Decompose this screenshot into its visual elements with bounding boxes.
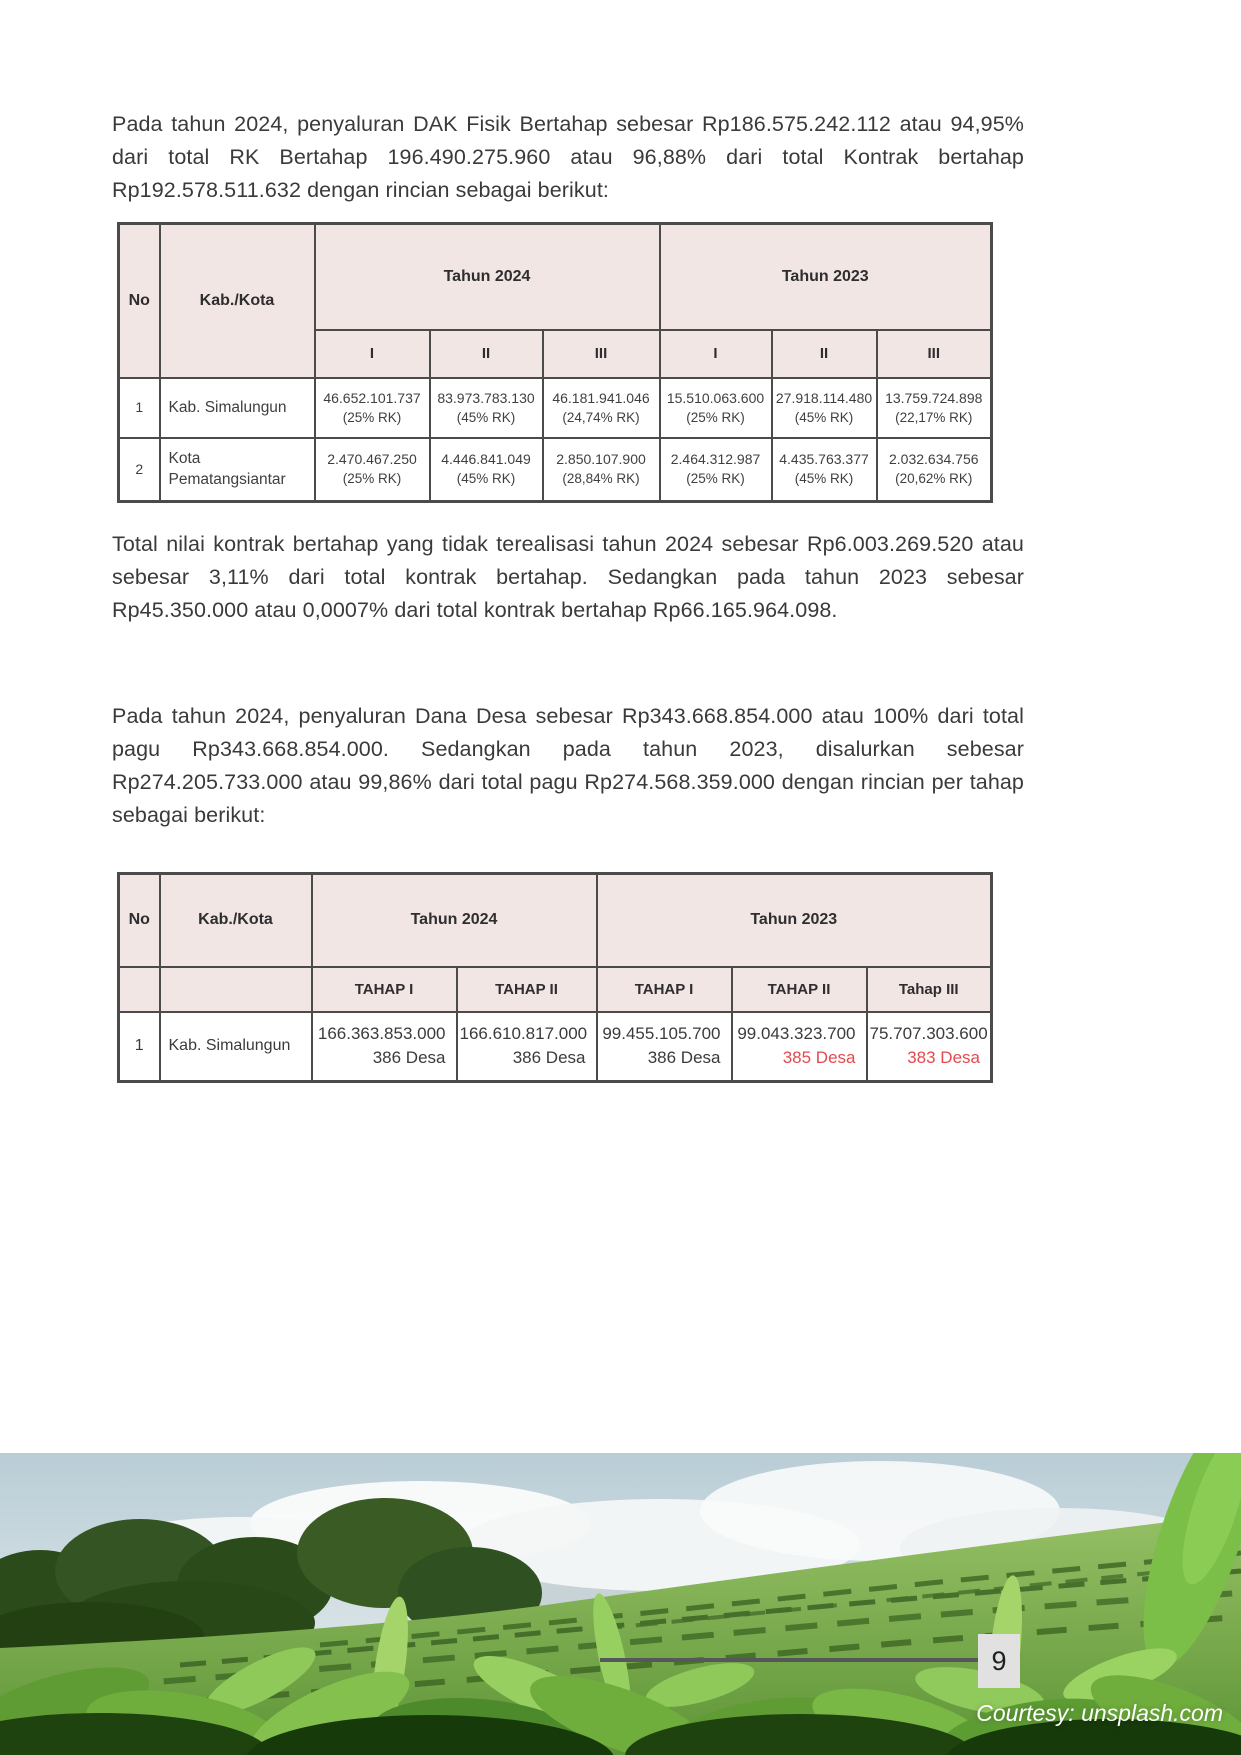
value-cell — [312, 1012, 457, 1082]
value-cell — [543, 378, 660, 438]
amount: 2.464.312.987 — [670, 451, 761, 468]
amount: 4.435.763.377 — [779, 451, 869, 468]
rk-percent: (25% RK) — [686, 409, 745, 425]
paragraph-dak-fisik: Pada tahun 2024, penyaluran DAK Fisik Bertahap sebesar Rp186.575.242.112 atau 94,95% dari total RK Bertahap 196.490.275.960 atau 96,88% dari total Kontrak bertahap Rp192.578.511.632 dengan rincian sebagai berikut: — [112, 112, 1024, 202]
value-cell — [877, 438, 992, 502]
footer-divider-line — [600, 1658, 978, 1662]
amount: 83.973.783.130 — [437, 389, 535, 406]
rk-percent: (22,17% RK) — [895, 409, 973, 425]
stage-header: TAHAP I — [597, 967, 732, 1012]
col-header-no: No — [119, 874, 160, 967]
rk-percent: (45% RK) — [794, 409, 854, 425]
value-cell — [877, 378, 992, 438]
amount: 75.707.303.600 — [869, 1024, 988, 1044]
value-cell — [772, 378, 877, 438]
rk-percent: (45% RK) — [794, 471, 854, 487]
paragraph-dana-desa: Pada tahun 2024, penyaluran Dana Desa sebesar Rp343.668.854.000 atau 100% dari total pagu Rp343.668.854.000. Sedangkan pada tahun 2023, disalurkan sebesar Rp274.205.733.000 atau 99,86% dari total pagu Rp274.568.359.000 dengan rincian per tahap sebagai berikut: — [112, 704, 1024, 827]
rk-percent: (25% RK) — [342, 409, 402, 425]
rk-percent: (25% RK) — [342, 471, 402, 487]
region-name: Kab. Simalungun — [160, 1012, 312, 1082]
paragraph-kontrak-bertahap: Total nilai kontrak bertahap yang tidak terealisasi tahun 2024 sebesar Rp6.003.269.520 atau sebesar 3,11% dari total kontrak bertahap. Sedangkan pada tahun 2023 sebesar Rp45.350.000 atau 0,0007% dari total kontrak bertahap Rp66.165.964.098. — [112, 532, 1024, 622]
value-cell — [543, 438, 660, 502]
value-cell — [457, 1012, 597, 1082]
row-number: 1 — [119, 1012, 160, 1082]
col-header-tahun-2024: Tahun 2024 — [312, 874, 597, 967]
rk-percent: (20,62% RK) — [895, 471, 973, 487]
dana-desa-table — [117, 872, 993, 1083]
stage-header: III — [543, 330, 660, 378]
page-number: 9 — [978, 1634, 1020, 1688]
dak-fisik-table — [117, 222, 993, 503]
desa-count-highlight: 385 Desa — [782, 1048, 856, 1068]
stage-header: I — [315, 330, 430, 378]
value-cell — [315, 438, 430, 502]
rk-percent: (28,84% RK) — [562, 471, 640, 487]
rk-percent: (45% RK) — [456, 409, 516, 425]
col-header-kabkota: Kab./Kota — [160, 224, 315, 378]
amount: 99.455.105.700 — [602, 1024, 721, 1044]
amount: 166.363.853.000 — [317, 1024, 446, 1044]
rk-percent: (24,74% RK) — [562, 409, 640, 425]
value-cell — [597, 1012, 732, 1082]
table-row — [119, 378, 992, 438]
stage-header: I — [660, 330, 772, 378]
amount: 2.470.467.250 — [327, 451, 417, 468]
value-cell — [732, 1012, 867, 1082]
stage-header: III — [877, 330, 992, 378]
row-number: 1 — [119, 378, 160, 438]
desa-count: 386 Desa — [372, 1048, 446, 1068]
col-header-no: No — [119, 224, 160, 378]
amount: 99.043.323.700 — [737, 1024, 856, 1044]
col-header-tahun-2024: Tahun 2024 — [315, 224, 660, 330]
col-header-kabkota: Kab./Kota — [160, 874, 312, 967]
col-header-tahun-2023: Tahun 2023 — [597, 874, 992, 967]
region-name: Kota Pematangsiantar — [160, 438, 315, 502]
amount: 2.850.107.900 — [556, 451, 646, 468]
value-cell — [430, 438, 543, 502]
stage-header: Tahap III — [867, 967, 992, 1012]
value-cell — [315, 378, 430, 438]
stage-header: II — [430, 330, 543, 378]
amount: 46.181.941.046 — [552, 389, 650, 406]
value-cell — [660, 438, 772, 502]
amount: 4.446.841.049 — [441, 451, 531, 468]
amount: 27.918.114.480 — [775, 389, 873, 406]
row-number: 2 — [119, 438, 160, 502]
empty-header-cell — [119, 967, 160, 1012]
table-row — [119, 1012, 992, 1082]
value-cell — [772, 438, 877, 502]
value-cell — [867, 1012, 992, 1082]
desa-count: 386 Desa — [647, 1048, 721, 1068]
photo-credit: Courtesy: unsplash.com — [976, 1700, 1223, 1726]
stage-header: TAHAP II — [457, 967, 597, 1012]
stage-header: II — [772, 330, 877, 378]
amount: 46.652.101.737 — [323, 389, 421, 406]
desa-count-highlight: 383 Desa — [907, 1048, 980, 1068]
value-cell — [430, 378, 543, 438]
col-header-tahun-2023: Tahun 2023 — [660, 224, 992, 330]
region-name: Kab. Simalungun — [160, 378, 315, 438]
amount: 2.032.634.756 — [889, 451, 979, 468]
value-cell — [660, 378, 772, 438]
rk-percent: (25% RK) — [686, 471, 745, 487]
stage-header: TAHAP II — [732, 967, 867, 1012]
desa-count: 386 Desa — [512, 1048, 586, 1068]
stage-header: TAHAP I — [312, 967, 457, 1012]
amount: 13.759.724.898 — [885, 389, 983, 406]
rk-percent: (45% RK) — [456, 471, 516, 487]
table-row — [119, 438, 992, 502]
amount: 15.510.063.600 — [666, 389, 765, 406]
amount: 166.610.817.000 — [459, 1024, 588, 1044]
empty-header-cell — [160, 967, 312, 1012]
